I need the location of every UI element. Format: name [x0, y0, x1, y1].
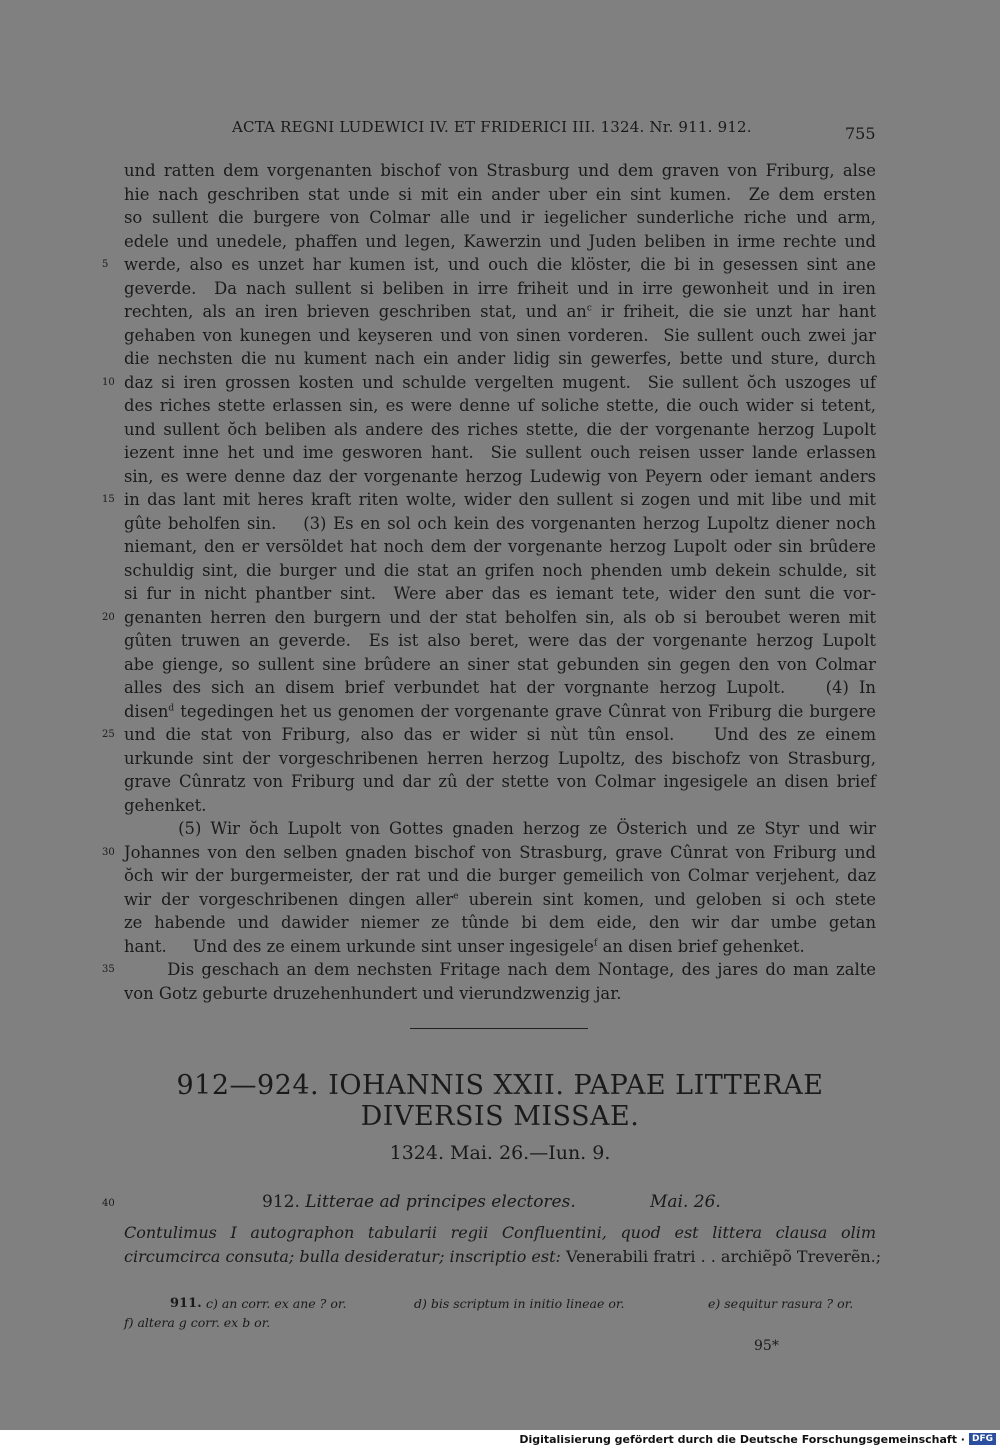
intro-roman: Venerabili fratri . . archiẽpõ Treverẽn.; — [560, 1247, 882, 1266]
line-text: werde, also es unzet har kumen ist, und ouch die klöster, die bi in gesessen sint ane — [124, 255, 876, 274]
line-text: ir friheit, die sie unzt har hant — [591, 302, 876, 321]
footnotes — [124, 1296, 884, 1334]
footnote-d: d) bis scriptum in initio lineae or. — [414, 1296, 625, 1311]
line-text: hie nach geschriben stat unde si mit ein ander uber ein sint kumen. Ze dem ersten — [124, 184, 876, 204]
text-line — [124, 911, 876, 935]
text-line — [124, 512, 876, 536]
document-title: Litterae ad principes electores. — [305, 1192, 576, 1212]
text-line — [124, 418, 876, 442]
line-text: und ratten dem vorgenanten bischof von Strasburg und dem graven von Friburg, alse — [124, 161, 876, 180]
document-intro — [124, 1221, 882, 1269]
line-number: 30 — [102, 846, 115, 858]
line-text: alles des sich an disem brief verbundet hat der vorgnante herzog Lupolt. (4) In — [124, 678, 876, 697]
text-line — [124, 300, 876, 324]
footnote-marker: d — [168, 703, 175, 714]
document-number: 912. — [262, 1192, 300, 1212]
intro-italic: circumcirca consuta; bulla desideratur; inscriptio est: — [124, 1247, 561, 1266]
line-text: edele und unedele, phaffen und legen, Kawerzin und Juden beliben in irme rechte und — [124, 231, 876, 251]
document-date: Mai. 26. — [650, 1192, 721, 1212]
main-text — [102, 159, 876, 1005]
text-line — [124, 794, 876, 818]
text-line — [124, 347, 876, 371]
line-text: si fur in nicht phantber sint. Were aber das es iemant tete, wider den sunt die vor- — [124, 584, 876, 603]
footnote-f: f) altera g corr. ex b or. — [124, 1315, 271, 1330]
line-number: 25 — [102, 729, 115, 740]
footer-text: Digitalisierung gefördert durch die Deutsche Forschungsgemeinschaft · — [519, 1432, 965, 1446]
line-text: genanten herren den burgern und der stat beholfen sin, als ob si beroubet weren mit — [124, 607, 876, 627]
footnote-marker: c — [586, 303, 592, 314]
line-text: gûten truwen an geverde. Es ist also beret, were das der vorgenante herzog Lupolt — [124, 631, 876, 650]
line-text: geverde. Da nach sullent si beliben in irre friheit und in irre gewonheit und in iren — [124, 278, 876, 298]
running-title: ACTA REGNI LUDEWICI IV. ET FRIDERICI III. 1324. Nr. 911. 912. — [232, 118, 752, 136]
text-line — [124, 676, 876, 700]
text-line — [124, 183, 876, 207]
text-line — [124, 559, 876, 583]
text-line — [102, 253, 876, 277]
line-text: iezent inne het und ime gesworen hant. Sie sullent ouch reisen usser lande erlassen — [124, 443, 876, 462]
text-line — [124, 230, 876, 254]
line-number: 15 — [102, 494, 115, 505]
line-text: so sullent die burgere von Colmar alle und ir iegelicher sunderliche riche und arm, — [124, 208, 876, 227]
line-number: 40 — [102, 1198, 115, 1209]
text-line — [124, 770, 876, 794]
line-text: urkunde sint der vorgeschribenen herren herzog Lupoltz, des bischofz von Strasburg, — [124, 748, 876, 768]
document-heading — [0, 1192, 1000, 1218]
intro-line: Contulimus I autographon tabularii regii Confluentini, quod est littera clausa olim — [124, 1223, 876, 1242]
page-number: 755 — [845, 124, 876, 143]
line-text: an disen brief gehenket. — [597, 936, 805, 956]
text-line — [102, 371, 876, 395]
line-text: gehenket. — [124, 795, 207, 815]
line-text: wir der vorgeschribenen dingen aller — [124, 889, 454, 909]
line-text: rechten, als an iren brieven geschriben stat, und an — [124, 302, 587, 321]
section-divider — [410, 1028, 588, 1029]
line-text: uberein sint komen, und geloben si och stete — [458, 889, 876, 909]
section-date-range: 1324. Mai. 26.—Iun. 9. — [389, 1142, 611, 1164]
line-text: Johannes von den selben gnaden bischof von Strasburg, grave Cûnrat von Friburg und — [124, 842, 876, 862]
text-line — [124, 465, 876, 489]
signature-mark: 95* — [754, 1338, 779, 1354]
line-text: in das lant mit heres kraft riten wolte, wider den sullent si zogen und mit libe und mit — [124, 490, 876, 509]
text-line — [102, 958, 876, 982]
text-line — [124, 747, 876, 771]
text-line — [124, 864, 876, 888]
text-line — [124, 888, 876, 912]
line-text: des riches stette erlassen sin, es were denne uf soliche stette, die ouch wider si tetent, — [124, 396, 876, 415]
text-line — [102, 723, 876, 747]
line-text: gûte beholfen sin. (3) Es en sol och kein des vorgenanten herzog Lupoltz diener noch — [124, 513, 876, 533]
text-line — [124, 935, 876, 959]
text-line — [124, 653, 876, 677]
text-line — [124, 982, 876, 1006]
line-number: 10 — [102, 376, 115, 388]
line-text: sin, es were denne daz der vorgenante herzog Ludewig von Peyern oder iemant anders — [124, 466, 876, 486]
line-text: von Gotz geburte druzehenhundert und vierundzwenzig jar. — [124, 983, 622, 1003]
line-text: und sullent ŏch beliben als andere des riches stette, die der vorgenante herzog Lupolt — [124, 419, 876, 439]
line-text: die nechsten die nu kument nach ein ander lidig sin gewerfes, bette und sture, durch — [124, 349, 876, 368]
line-text: gehaben von kunegen und keyseren und von sinen vorderen. Sie sullent ouch zwei jar — [124, 325, 876, 345]
text-line — [124, 582, 876, 606]
line-text: schuldig sint, die burger und die stat an grifen noch phenden umb dekein schulde, sit — [124, 560, 876, 580]
text-line — [124, 277, 876, 301]
line-number: 35 — [102, 964, 115, 975]
line-number: 5 — [102, 259, 109, 270]
line-number: 20 — [102, 611, 115, 623]
text-line — [102, 606, 876, 630]
line-text: niemant, den er versöldet hat noch dem der vorgenante herzog Lupolt oder sin brûdere — [124, 537, 876, 556]
footer-credit — [519, 1431, 996, 1447]
section-heading-line-1: 912—924. IOHANNIS XXII. PAPAE LITTERAE — [176, 1070, 824, 1101]
line-text: hant. Und des ze einem urkunde sint unser ingesigele — [124, 936, 595, 956]
line-text: Dis geschach an dem nechsten Fritage nach dem Nontage, des jares do man zalte — [124, 960, 876, 979]
text-line — [124, 817, 876, 841]
footnote-marker: e — [453, 891, 459, 902]
text-line — [124, 629, 876, 653]
text-line — [102, 841, 876, 865]
section-heading-line-2: DIVERSIS MISSAE. — [360, 1101, 640, 1132]
text-line — [124, 535, 876, 559]
text-line — [124, 206, 876, 230]
text-line — [124, 441, 876, 465]
text-line — [124, 394, 876, 418]
intro-line — [124, 1245, 882, 1269]
text-line — [124, 700, 876, 724]
footnote-e: e) sequitur rasura ? or. — [708, 1296, 854, 1311]
line-text: (5) Wir ŏch Lupolt von Gottes gnaden herzog ze Österich und ze Styr und wir — [124, 819, 876, 838]
line-text: und die stat von Friburg, also das er wider si nùt tûn ensol. Und des ze einem — [124, 725, 876, 744]
text-line — [124, 159, 876, 183]
line-text: daz si iren grossen kosten und schulde vergelten mugent. Sie sullent ŏch uszoges uf — [124, 372, 876, 392]
running-header — [0, 118, 1000, 142]
line-text: ŏch wir der burgermeister, der rat und die burger gemeilich von Colmar verjehent, daz — [124, 866, 876, 885]
line-text: tegedingen het us genomen der vorgenante grave Cûnrat von Friburg die burgere — [174, 701, 876, 721]
line-text: grave Cûnratz von Friburg und dar zû der stette von Colmar ingesigele an disen brief — [124, 772, 876, 791]
document-number-title — [262, 1192, 576, 1212]
line-text: disen — [124, 701, 169, 721]
footnote-ref: 911. — [170, 1296, 202, 1311]
dfg-logo-icon: DFG — [969, 1433, 996, 1445]
footnote-marker: f — [594, 938, 598, 949]
line-text: ze habende und dawider niemer ze tûnde bi dem eide, den wir dar umbe getan — [124, 913, 876, 932]
text-line — [102, 488, 876, 512]
line-text: abe gienge, so sullent sine brûdere an siner stat gebunden sin gegen den von Colmar — [124, 654, 876, 674]
footnote-c: c) an corr. ex ane ? or. — [206, 1296, 347, 1311]
text-line — [124, 324, 876, 348]
